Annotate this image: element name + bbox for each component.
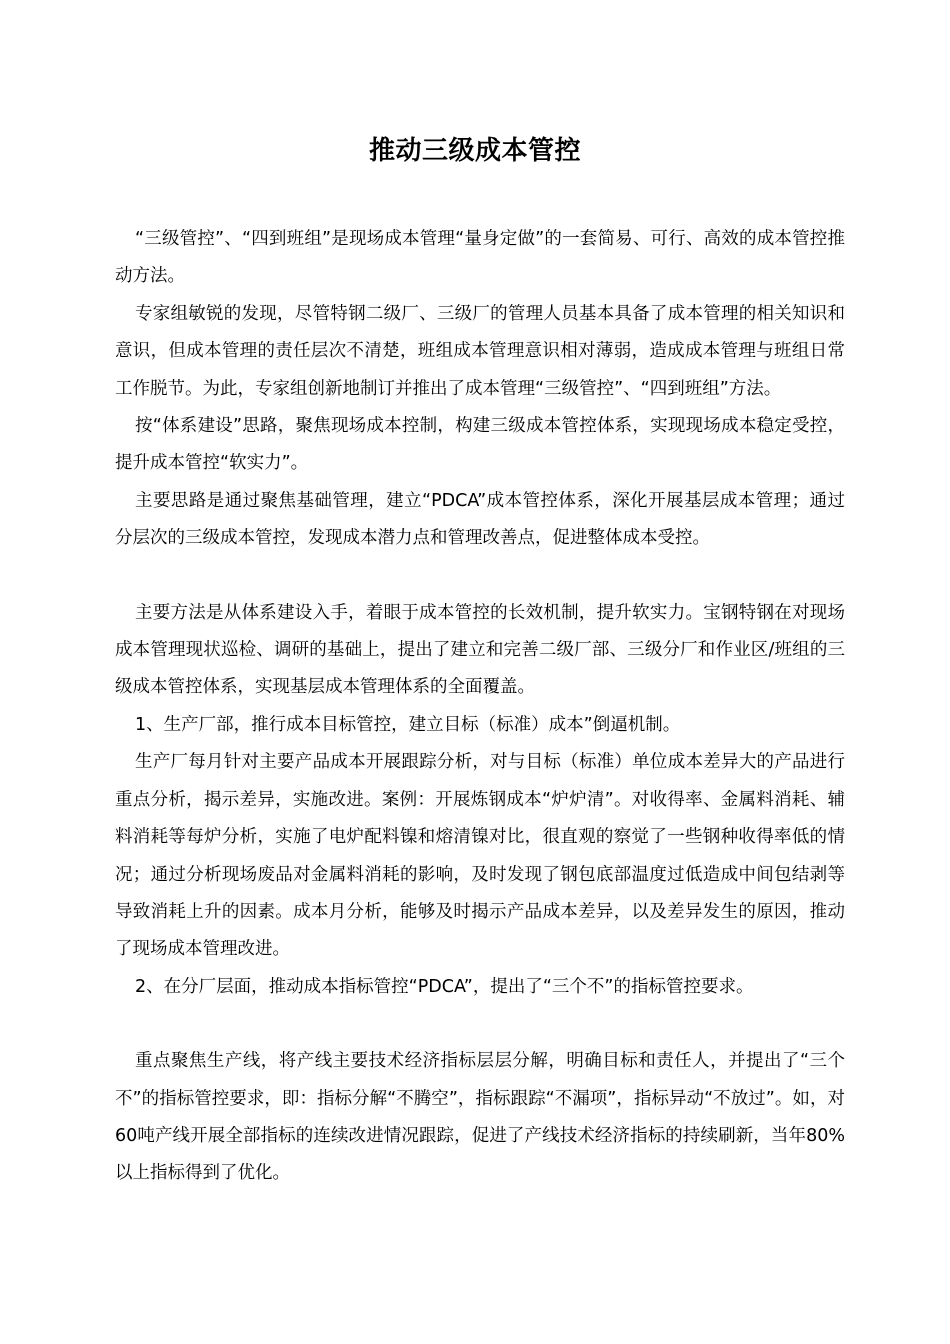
document-title: 推动三级成本管控	[368, 136, 581, 166]
paragraph-intro: “三级管控”、“四到班组”是现场成本管理“量身定做”的一套简易、可行、高效的成本管控推动方法。	[115, 229, 845, 287]
paragraph-monthly-analysis: 生产厂每月针对主要产品成本开展跟踪分析，对与目标（标准）单位成本差异大的产品进行重点分析，揭示差异，实施改进。案例：开展炼钢成本“炉炉清”。对收得率、金属料消耗、辅料消耗等每炉分析，实施了电炉配料镍和熔清镍对比，很直观的察觉了一些钢种收得率低的情况；通过分析现场废品对金属料消耗的影响，及时发现了钢包底部温度过低造成中间包结剥等导致消耗上升的因素。成本月分析，能够及时揭示产品成本差异，以及差异发生的原因，推动了现场成本管理改进。	[115, 752, 845, 960]
paragraph-system-approach: 按“体系建设”思路，聚焦现场成本控制，构建三级成本管控体系，实现现场成本稳定受控，提升成本管控“软实力”。	[115, 416, 845, 474]
document-body	[115, 221, 845, 1193]
paragraph-expert-findings: 专家组敏锐的发现，尽管特钢二级厂、三级厂的管理人员基本具备了成本管理的相关知识和意识，但成本管理的责任层次不清楚，班组成本管理意识相对薄弱，造成成本管理与班组日常工作脱节。为此，专家组创新地制订并推出了成本管理“三级管控”、“四到班组”方法。	[115, 303, 845, 399]
paragraph-main-method: 主要方法是从体系建设入手，着眼于成本管控的长效机制，提升软实力。宝钢特钢在对现场成本管理现状巡检、调研的基础上，提出了建立和完善二级厂部、三级分厂和作业区/班组的三级成本管控体系，实现基层成本管理体系的全面覆盖。	[115, 602, 845, 698]
paragraph-item-2: 2、在分厂层面，推动成本指标管控“PDCA”，提出了“三个不”的指标管控要求。	[135, 976, 754, 997]
paragraph-item-1: 1、生产厂部，推行成本目标管控，建立目标（标准）成本”倒逼机制。	[135, 714, 681, 735]
paragraph-main-idea: 主要思路是通过聚焦基础管理，建立“PDCA”成本管控体系，深化开展基层成本管理；通过分层次的三级成本管控，发现成本潜力点和管理改善点，促进整体成本受控。	[115, 490, 845, 549]
paragraph-production-line: 重点聚焦生产线，将产线主要技术经济指标层层分解，明确目标和责任人，并提出了“三个不”的指标管控要求，即：指标分解“不腾空”，指标跟踪“不漏项”，指标异动“不放过”。如，对60吨产线开展全部指标的连续改进情况跟踪，促进了产线技术经济指标的持续刷新，当年80%以上指标得到了优化。	[115, 1051, 845, 1184]
